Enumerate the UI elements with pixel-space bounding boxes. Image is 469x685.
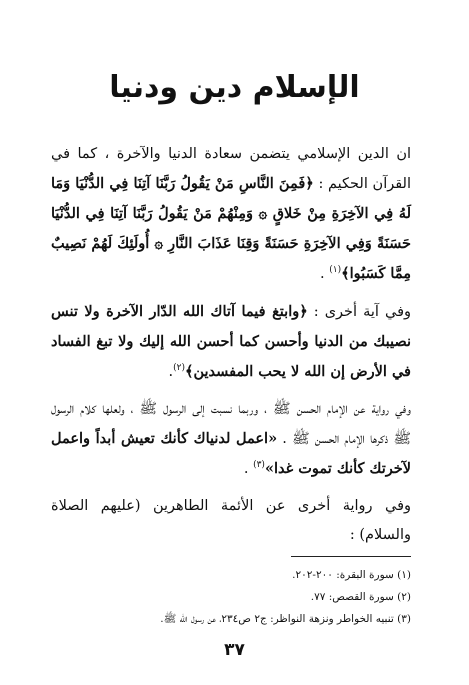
paragraph-3 <box>51 395 411 484</box>
paragraph-1 <box>51 140 411 289</box>
page-number: ٣٧ <box>224 640 245 660</box>
footnote-divider <box>291 556 411 557</box>
footnote-ref-2: (٢) <box>173 363 185 374</box>
main-text <box>51 140 411 550</box>
quran-quote-2: ﴿وابتغ فيما آتاك الله الدّار الآخرة ولا تنس نصيبك من الدنيا وأحسن كما أحسن الله إليك ولا تبغ الفساد في الأرض إن الله لا يحب المفسدين﴾ <box>51 303 411 380</box>
footnote-1: (١) سورة البقرة: ٢٠٠-٢٠٢. <box>292 569 411 581</box>
paragraph-2-intro: وفي آية أخرى : <box>307 304 411 320</box>
paragraph-3-intro: وفي رواية عن الإمام الحسن ﷺ ، وربما نسبت إلى الرسول ﷺ ، ولعلها كلام الرسول ﷺ ذكرها الإمام الحسن ﷺ . <box>51 401 411 447</box>
footnotes <box>51 564 411 630</box>
footnote-ref-3: (٣) <box>253 460 265 471</box>
paragraph-2 <box>51 297 411 387</box>
page-title: الإسلام دين ودنيا <box>109 70 360 105</box>
footnote-ref-1: (١) <box>329 265 342 276</box>
paragraph-1-intro: ان الدين الإسلامي يتضمن سعادة الدنيا والآخرة ، كما في القرآن الحكيم : <box>51 146 412 192</box>
footnote-2: (٢) سورة القصص: ٧٧. <box>310 591 411 603</box>
paragraph-4 <box>51 492 411 550</box>
paragraph-1-end: . <box>320 266 330 282</box>
paragraph-2-end: . <box>168 364 174 380</box>
paragraph-3-end: . <box>243 461 254 477</box>
quran-quote-1: ﴿فَمِنَ النَّاسِ مَنْ يَقُولُ رَبَّنَا آتِنَا فِي الدُّنْيَا وَمَا لَهُ فِي الآخِرَةِ مِنْ خَلاقٍ ۞ وَمِنْهُمْ مَنْ يَقُولُ رَبَّنَا آتِنَا فِي الدُّنْيَا حَسَنَةً وَفِي الآخِرَةِ حَسَنَةً وَقِنَا عَذَابَ النَّارِ ۞ أُولَئِكَ لَهُمْ نَصِيبٌ مِمَّا كَسَبُوا﴾ <box>51 175 411 282</box>
footnote-3: (٣) تنبيه الخواطر ونزهة النواظر: ج٢ ص٢٣٤، عن رسول الله ﷺ. <box>160 613 411 625</box>
hadith-quote: «اعمل لدنياك كأنك تعيش أبداً واعمل لآخرتك كأنك تموت غدا» <box>51 430 411 477</box>
paragraph-4-text: وفي رواية أخرى عن الأئمة الطاهرين (عليهم الصلاة والسلام) : <box>51 498 411 543</box>
